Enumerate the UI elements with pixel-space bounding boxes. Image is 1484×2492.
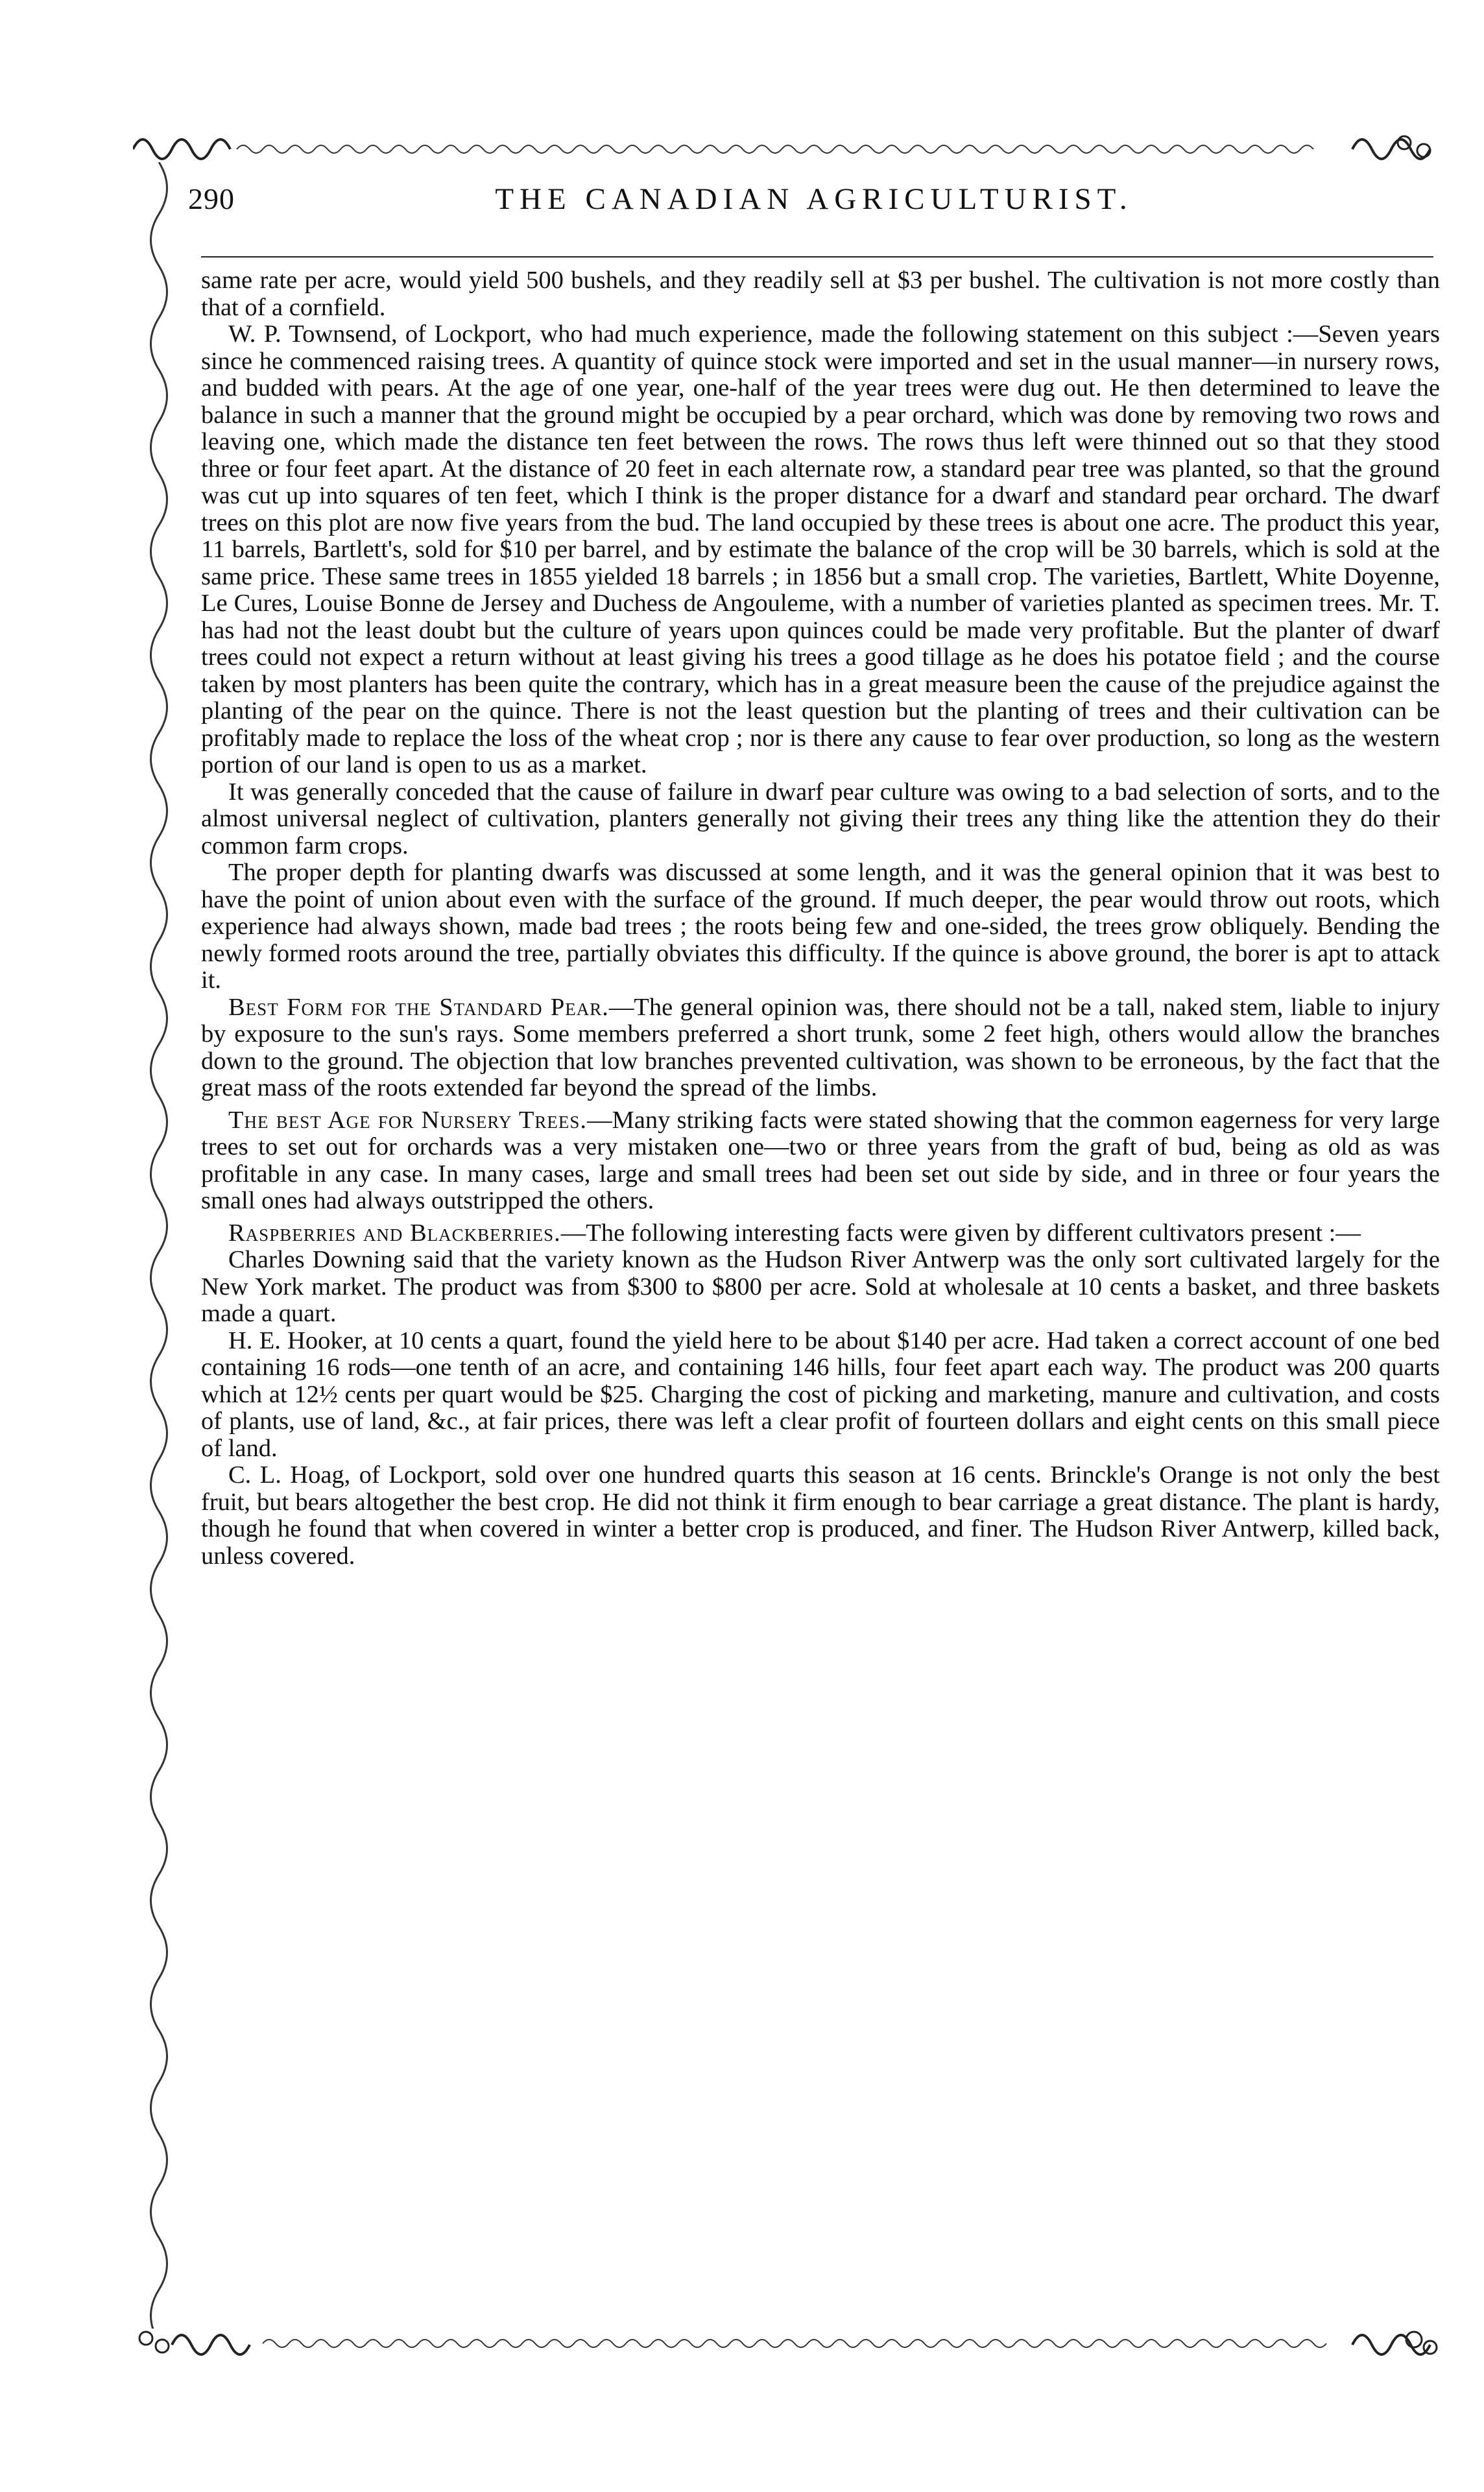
paragraph-text: It was generally conceded that the cause of failure in dwarf pear culture was owing to a bad selection of sorts, and to the almost universal neglect of cultivation, planters generally not giving their trees any thing like the attention they do their common farm crops. (201, 778, 1440, 859)
paragraph-text: Charles Downing said that the variety known as the Hudson River Antwerp was the only sort cultivated largely for the New York market. The product was from $300 to $800 per acre. Sold at wholesale at 10 cents a basket, and three baskets made a quart. (201, 1246, 1440, 1327)
paragraph (201, 994, 1440, 1102)
paragraph-text: H. E. Hooker, at 10 cents a quart, found the yield here to be about $140 per acre. Had taken a correct account of one bed containing 16 rods—one tenth of an acre, and containing 146 hills, four feet apart each way. The product was 200 quarts which at 12½ cents per quart would be $25. Charging the cost of picking and marketing, manure and cultivation, and costs of plants, use of land, &c., at fair prices, there was left a clear profit of fourteen dollars and eight cents on this small piece of land. (201, 1326, 1440, 1462)
paragraph-text: —The following interesting facts were given by different cultivators present :— (560, 1219, 1361, 1247)
top-ornament-border (133, 123, 1443, 169)
running-head (188, 182, 1440, 227)
section-heading: The best Age for Nursery Trees. (228, 1106, 588, 1134)
paragraph (201, 779, 1440, 860)
paragraph-text: —Many striking facts were stated showing that the common eagerness for very large trees to set out for orchards was a very mistaken one—two or three years from the graft of bud, being as old as was profitable in any case. In many cases, large and small trees had been set out side by side, and in three or four years the small ones had always outstripped the others. (201, 1106, 1440, 1214)
page-number: 290 (188, 182, 235, 215)
bottom-ornament-border (133, 2319, 1443, 2364)
section-heading: Raspberries and Blackberries. (228, 1219, 561, 1247)
paragraph-text: same rate per acre, would yield 500 bushels, and they readily sell at $3 per bushel. The cultivation is not more costly than that of a cornfield. (201, 267, 1440, 321)
paragraph (201, 1328, 1440, 1463)
paragraph (201, 321, 1440, 779)
paragraph (201, 267, 1440, 321)
paragraph (201, 1220, 1440, 1247)
header-rule (201, 256, 1433, 258)
paragraph-text: —The general opinion was, there should not be a tall, naked stem, liable to injury by exposure to the sun's rays. Some members preferred a short trunk, some 2 feet high, others would allow the branches down to the ground. The objection that low branches prevented cultivation, was shown to be erroneous, by the fact that the great mass of the roots extended far beyond the spread of the limbs. (201, 993, 1440, 1101)
paragraph (201, 1107, 1440, 1215)
paragraph-text: W. P. Townsend, of Lockport, who had much experience, made the following statement on this subject :—Seven years since he commenced raising trees. A quantity of quince stock were imported and set in the usual manner—in nursery rows, and budded with pears. At the age of one year, one-half of the year trees were dug out. He then determined to leave the balance in such a manner that the ground might be occupied by a pear orchard, which was done by removing two rows and leaving one, which made the distance ten feet between the rows. The rows thus left were thinned out so that they stood three or four feet apart. At the distance of 20 feet in each alternate row, a standard pear tree was planted, so that the ground was cut up into squares of ten feet, which I think is the proper distance for a dwarf and standard pear orchard. The dwarf trees on this plot are now five years from the bud. The land occupied by these trees is about one acre. The product this year, 11 barrels, Bartlett's, sold for $10 per barrel, and by estimate the balance of the crop will be 30 barrels, which is sold at the same price. These same trees in 1855 yielded 18 barrels ; in 1856 but a small crop. The varieties, Bartlett, White Doyenne, Le Cures, Louise Bonne de Jersey and Duchess de Angouleme, with a number of varieties planted as specimen trees. Mr. T. has had not the least doubt but the culture of years upon quinces could be made very profitable. But the planter of dwarf trees could not expect a return without at least giving his trees a good tillage as he does his potatoe field ; and the course taken by most planters has been quite the contrary, which has in a great measure been the cause of the prejudice against the planting of the pear on the quince. There is not the least question but the planting of trees and their cultivation can be profitably made to replace the loss of the wheat crop ; nor is there any cause to fear over production, so long as the western portion of our land is open to us as a market. (201, 320, 1440, 778)
left-ornament-border (133, 162, 185, 2329)
paragraph (201, 1247, 1440, 1328)
paragraph-text: C. L. Hoag, of Lockport, sold over one hundred quarts this season at 16 cents. Brinckle's Orange is not only the best fruit, but bears altogether the best crop. He did not think it firm enough to bear carriage a great distance. The plant is hardy, though he found that when covered in winter a better crop is produced, and finer. The Hudson River Antwerp, killed back, unless covered. (201, 1461, 1440, 1570)
paragraph (201, 1462, 1440, 1570)
section-heading: Best Form for the Standard Pear. (228, 993, 609, 1021)
paragraph-text: The proper depth for planting dwarfs was discussed at some length, and it was the general opinion that it was best to have the point of union about even with the surface of the ground. If much deeper, the pear would throw out roots, which experience had always shown, made bad trees ; the roots being few and one-sided, the trees grow obliquely. Bending the newly formed roots around the tree, partially obviates this difficulty. If the quince is above ground, the borer is apt to attack it. (201, 859, 1440, 994)
journal-title: THE CANADIAN AGRICULTURIST. (495, 182, 1133, 216)
paragraph (201, 859, 1440, 994)
article-body (201, 267, 1440, 1570)
